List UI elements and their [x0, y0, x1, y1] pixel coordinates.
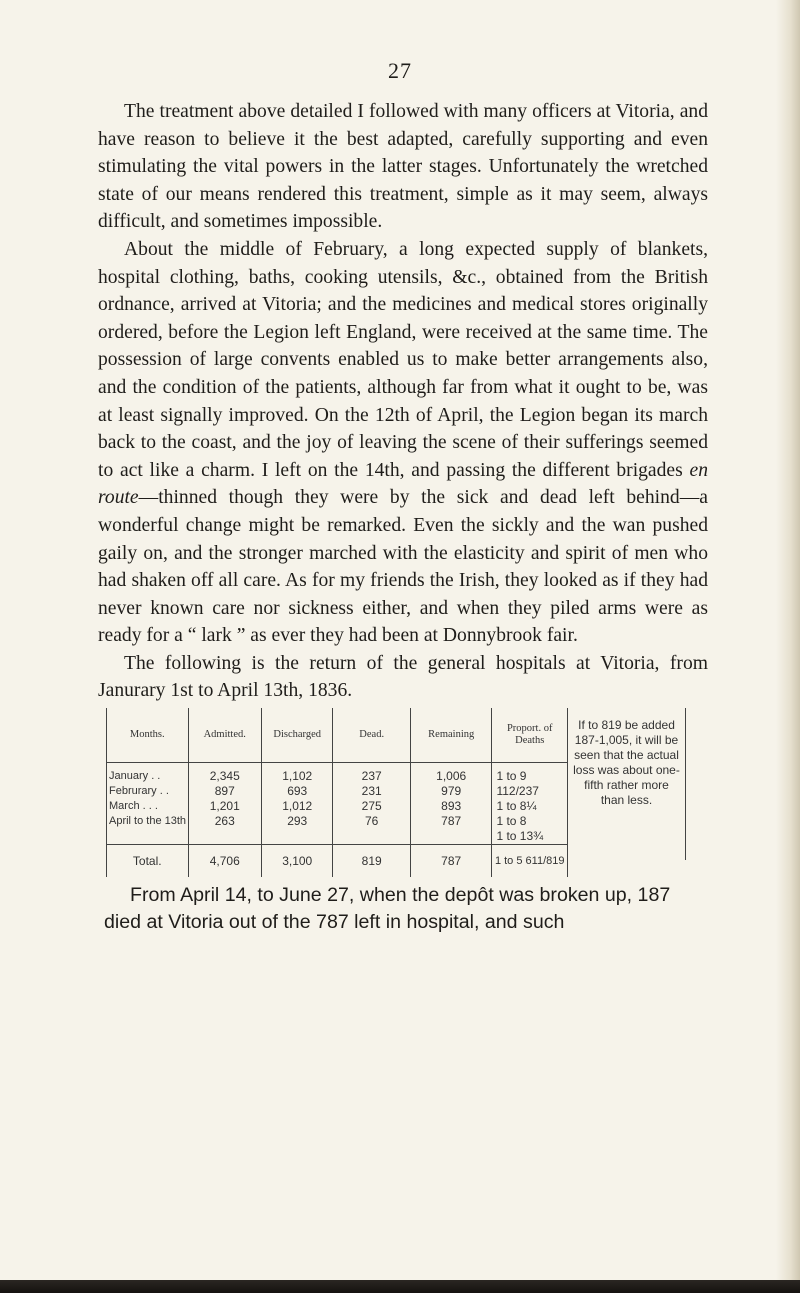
side-note: If to 819 be added 187-1,005, it will be seen that the actual loss was about one-fifth rather more than less. [568, 708, 686, 860]
admitted-value: 1,201 [209, 799, 240, 813]
total-proportion: 1 to 5 611/819 [492, 845, 568, 878]
header-months: Months. [107, 708, 189, 763]
admitted-value: 263 [214, 814, 235, 828]
page-edge-shadow [776, 0, 800, 1293]
proportion-value: 1 to 13¾ [496, 829, 544, 843]
proportion-cell [492, 763, 568, 845]
table-total-row [107, 845, 568, 878]
paragraph-4: From April 14, to June 27, when the depôt was broken up, 187 died at Vitoria out of the 787 left in hospital, and such [104, 884, 671, 933]
proportion-value: 1 to 8 [496, 814, 527, 828]
dead-value: 275 [361, 799, 382, 813]
discharged-cell [261, 763, 332, 845]
remaining-cell [410, 763, 492, 845]
remaining-value: 787 [441, 814, 462, 828]
returns-table [106, 708, 568, 877]
scan-bottom-border [0, 1280, 800, 1293]
table-header-row [107, 708, 568, 763]
dead-value: 76 [365, 814, 379, 828]
discharged-value: 1,012 [282, 799, 313, 813]
dead-cell [333, 763, 411, 845]
months-cell [107, 763, 189, 845]
remaining-value: 979 [441, 784, 462, 798]
paragraph-2-start: About the middle of February, a long expected supply of blankets, hospital clothing, baths, cooking utensils, &c., obtained from the British ordnance, arrived at Vitoria; and the medicines and medical stores originally ordered, before the Legion left England, were received at the same time. The possession of large convents enabled us to make better arrangements also, and the condition of the patients, although far from what it ought to be, was at least signally improved. On the 12th of April, the Legion began its march back to the coast, and the joy of leaving the scene of their sufferings seemed to act like a charm. I left on the 14th, and passing the different brigades [98, 238, 708, 481]
month-label: March . . . [109, 800, 158, 812]
header-proportion: Proport. of Deaths [492, 708, 568, 763]
proportion-value: 1 to 8¼ [496, 799, 537, 813]
paragraph-2-rest: —thinned though they were by the sick and dead left behind—a wonderful change might be remarked. Even the sickly and the wan pushed gaily on, and the stronger marched with the elasticity and spirit of men who had shaken off all care. As for my friends the Irish, they looked as if they had never known care nor sickness either, and when they piled arms were as ready for a “ lark ” as ever they had been at Donnybrook fair. [98, 487, 708, 647]
hospital-return-table [106, 708, 706, 868]
continuation-text [104, 882, 708, 936]
remaining-value: 893 [441, 799, 462, 813]
header-discharged: Discharged [261, 708, 332, 763]
total-label: Total. [107, 845, 189, 878]
table-data-row [107, 763, 568, 845]
body-text [98, 98, 708, 705]
page-number: 27 [388, 58, 412, 83]
paragraph-2 [98, 236, 708, 650]
admitted-cell [188, 763, 261, 845]
admitted-value: 2,345 [209, 769, 240, 783]
paragraph-1: The treatment above detailed I followed with many officers at Vitoria, and have reason to believe it the best adapted, carefully supporting and even stimulating the vital powers in the latter stages. Unfortunately the wretched state of our means rendered this treatment, simple as it may seem, always difficult, and sometimes impossible. [98, 101, 708, 233]
dead-value: 237 [361, 769, 382, 783]
italic-phrase: en route [98, 459, 709, 509]
month-label: January . . [109, 770, 161, 782]
header-dead: Dead. [333, 708, 411, 763]
header-admitted: Admitted. [188, 708, 261, 763]
header-remaining: Remaining [410, 708, 492, 763]
dead-value: 231 [361, 784, 382, 798]
discharged-value: 293 [287, 814, 308, 828]
remaining-value: 1,006 [436, 769, 467, 783]
total-dead: 819 [333, 845, 411, 878]
month-label: April to the 13th [109, 815, 187, 827]
paragraph-3: The following is the return of the general hospitals at Vitoria, from Janurary 1st to April 13th, 1836. [98, 652, 708, 702]
proportion-value: 1 to 9 112/237 [496, 769, 539, 798]
total-remaining: 787 [410, 845, 492, 878]
total-admitted: 4,706 [188, 845, 261, 878]
discharged-value: 693 [287, 784, 308, 798]
admitted-value: 897 [214, 784, 235, 798]
discharged-value: 1,102 [282, 769, 313, 783]
total-discharged: 3,100 [261, 845, 332, 878]
month-label: Februrary . . [109, 785, 169, 797]
